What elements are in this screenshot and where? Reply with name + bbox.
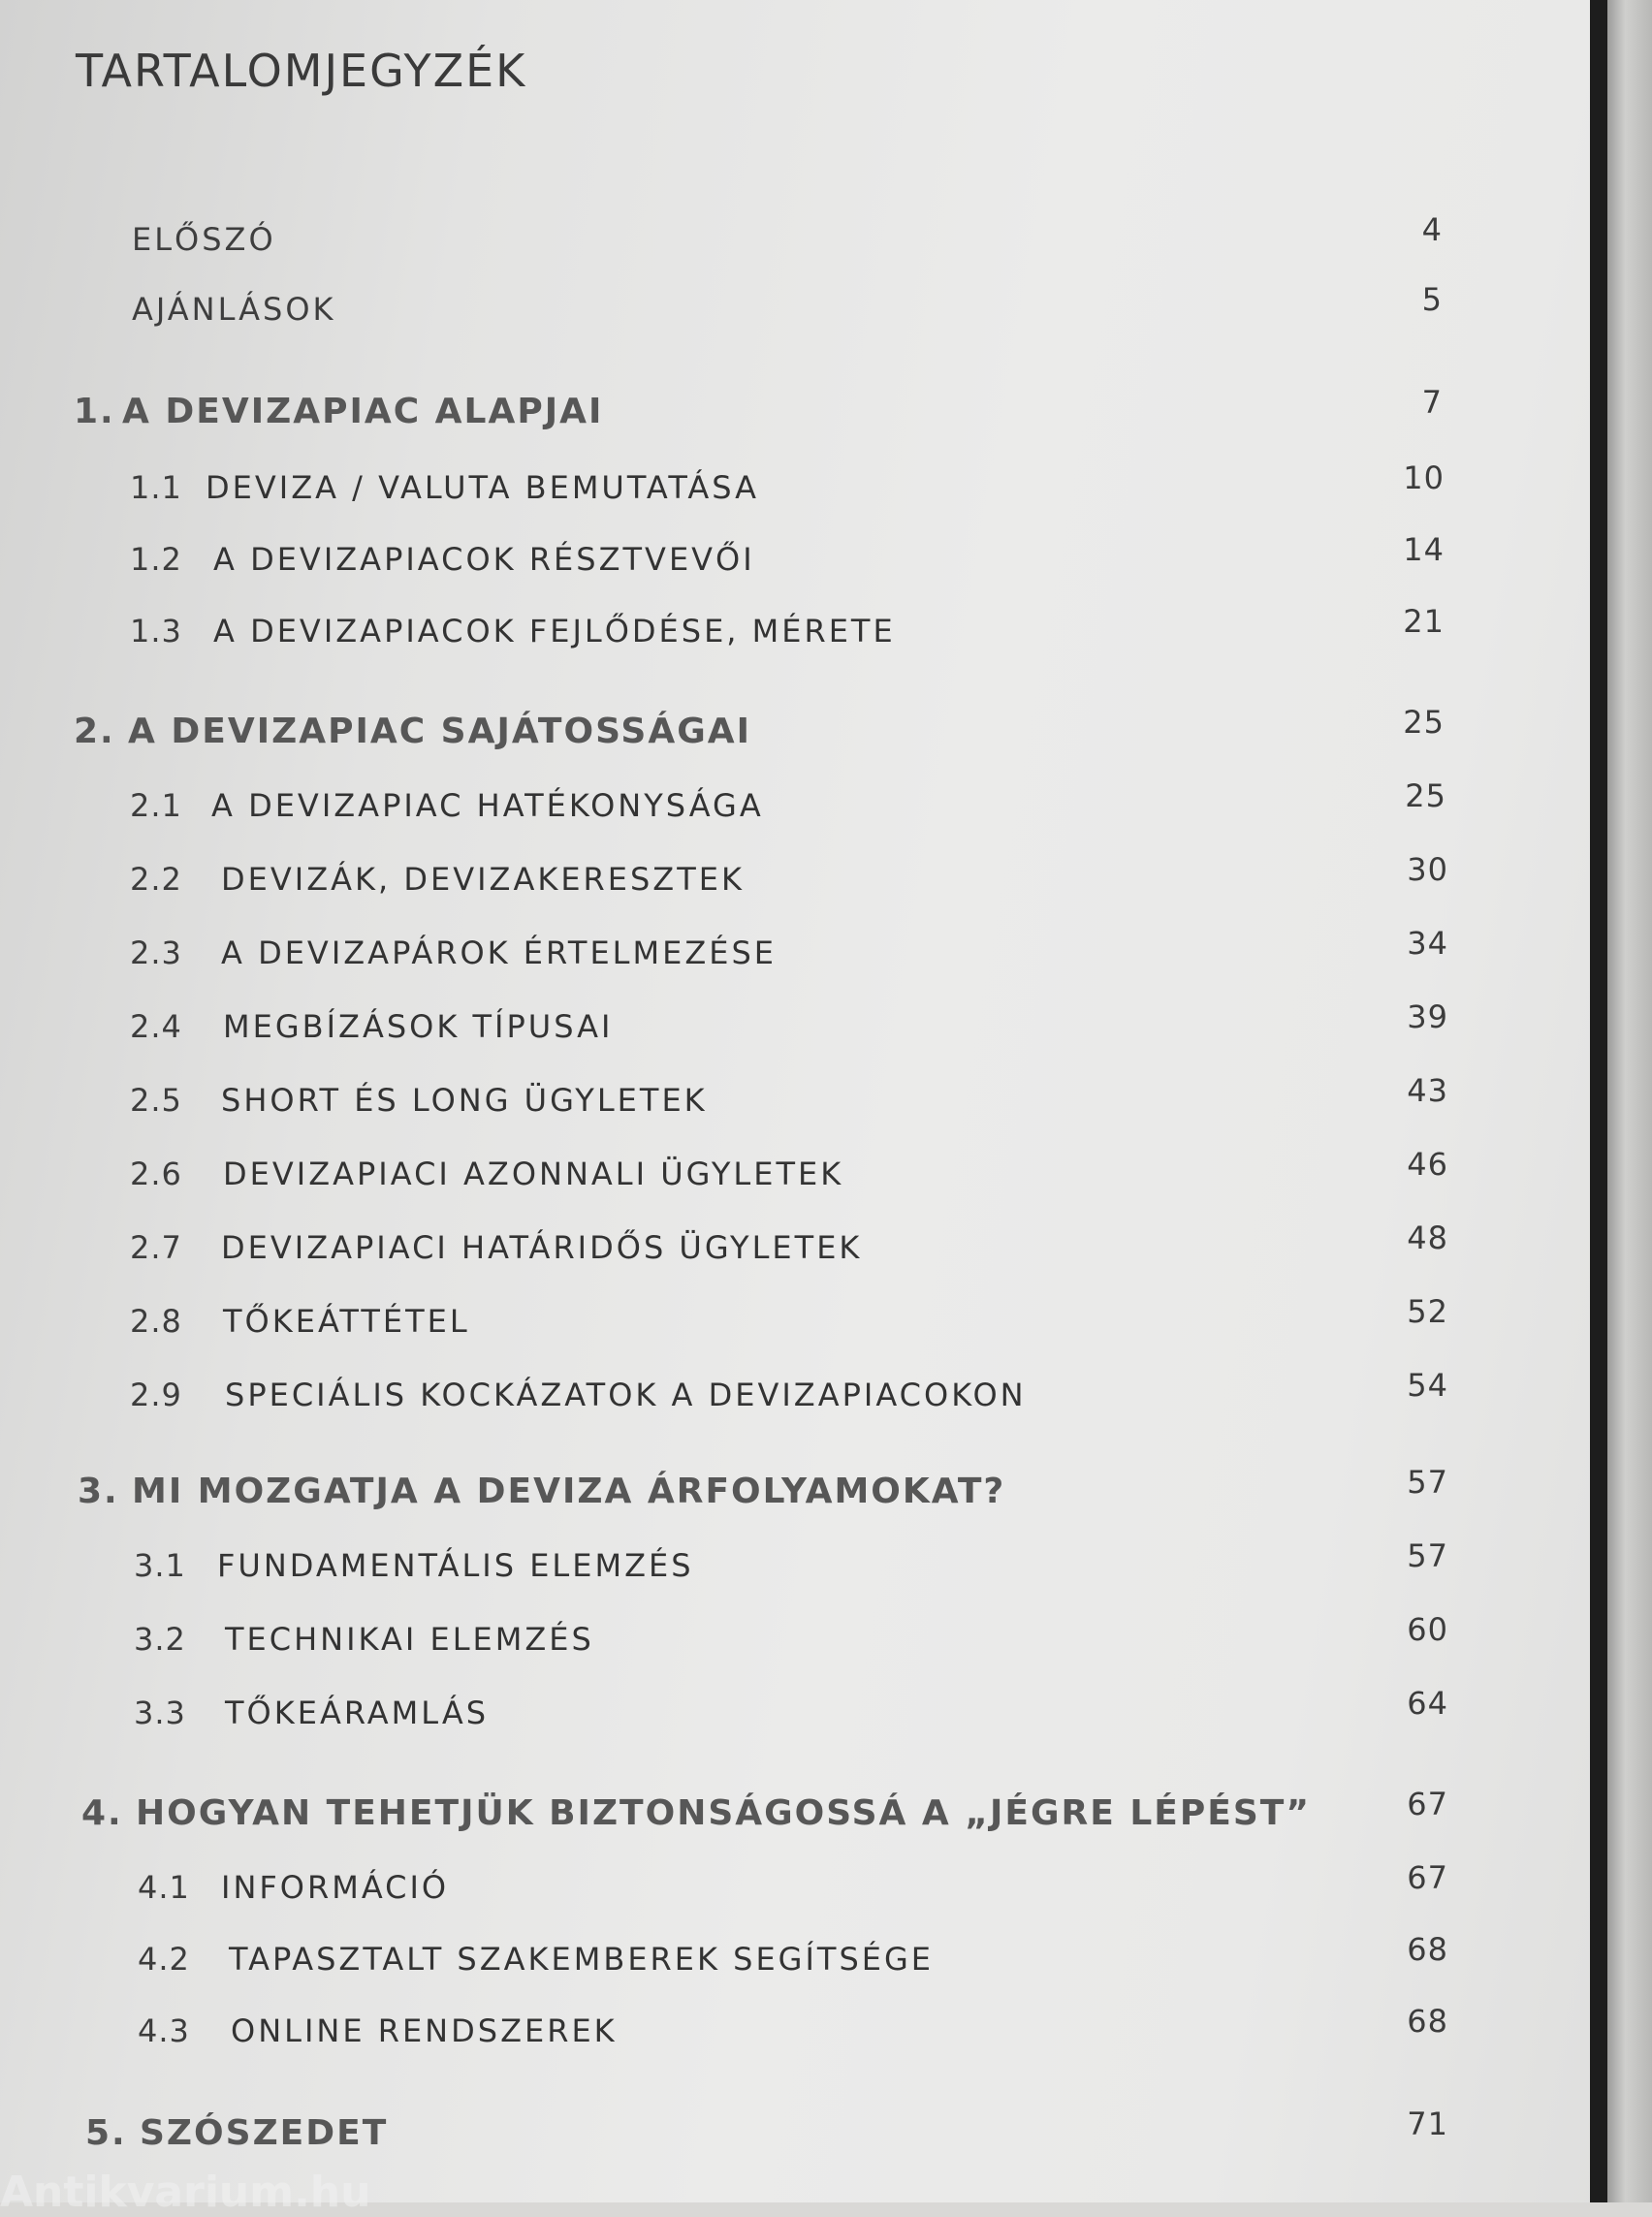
toc-section-4-3 bbox=[138, 2003, 1448, 2055]
toc-section-label: DEVIZAPIACI HATÁRIDŐS ÜGYLETEK bbox=[221, 1229, 863, 1266]
toc-page-number: 64 bbox=[1407, 1685, 1448, 1722]
toc-section-label: TŐKEÁRAMLÁS bbox=[225, 1694, 490, 1731]
toc-section-2-6 bbox=[130, 1146, 1448, 1198]
toc-page-number: 7 bbox=[1421, 384, 1443, 421]
toc-section-1-2 bbox=[130, 531, 1445, 584]
toc-page-number: 52 bbox=[1407, 1293, 1448, 1330]
toc-section-1-1 bbox=[130, 459, 1445, 512]
toc-section-label: TŐKEÁTTÉTEL bbox=[223, 1303, 470, 1340]
toc-section-label: A DEVIZAPIACOK FEJLŐDÉSE, MÉRETE bbox=[213, 613, 896, 649]
toc-section-number: 3.2 bbox=[134, 1621, 186, 1658]
toc-chapter-5 bbox=[85, 2106, 1448, 2158]
toc-entry-ajanlasok bbox=[132, 281, 1443, 333]
toc-entry-label: AJÁNLÁSOK bbox=[132, 291, 336, 328]
toc-section-label: TAPASZTALT SZAKEMBEREK SEGÍTSÉGE bbox=[229, 1941, 934, 1978]
toc-chapter-1 bbox=[74, 384, 1443, 436]
toc-section-4-2 bbox=[138, 1931, 1448, 1983]
toc-page-number: 4 bbox=[1421, 211, 1443, 248]
toc-chapter-number: 4. bbox=[81, 1793, 123, 1833]
toc-section-label: A DEVIZAPIACOK RÉSZTVEVŐI bbox=[213, 541, 755, 578]
watermark: Antikvarium.hu bbox=[0, 2168, 371, 2217]
toc-chapter-label: A DEVIZAPIAC ALAPJAI bbox=[122, 392, 604, 431]
toc-page-number: 25 bbox=[1405, 777, 1446, 814]
toc-section-label: INFORMÁCIÓ bbox=[221, 1869, 450, 1906]
toc-page-number: 34 bbox=[1407, 925, 1448, 962]
toc-section-3-3 bbox=[134, 1685, 1448, 1737]
toc-section-label: TECHNIKAI ELEMZÉS bbox=[225, 1621, 594, 1658]
toc-section-number: 1.3 bbox=[130, 613, 182, 649]
toc-chapter-label: MI MOZGATJA A DEVIZA ÁRFOLYAMOKAT? bbox=[132, 1472, 1006, 1511]
toc-section-3-2 bbox=[134, 1611, 1448, 1663]
toc-page-number: 30 bbox=[1407, 851, 1448, 888]
toc-section-number: 3.3 bbox=[134, 1694, 186, 1731]
toc-section-label: DEVIZA / VALUTA BEMUTATÁSA bbox=[206, 469, 760, 506]
toc-chapter-2 bbox=[74, 704, 1445, 756]
toc-section-2-7 bbox=[130, 1219, 1448, 1272]
toc-chapter-3 bbox=[78, 1464, 1448, 1516]
toc-chapter-label: A DEVIZAPIAC SAJÁTOSSÁGAI bbox=[128, 712, 751, 751]
toc-section-label: SPECIÁLIS KOCKÁZATOK A DEVIZAPIACOKON bbox=[225, 1377, 1027, 1413]
toc-section-label: A DEVIZAPÁROK ÉRTELMEZÉSE bbox=[221, 934, 777, 971]
toc-section-4-1 bbox=[138, 1859, 1448, 1912]
toc-section-number: 4.3 bbox=[138, 2012, 190, 2049]
toc-page-number: 10 bbox=[1403, 459, 1445, 496]
toc-section-label: A DEVIZAPIAC HATÉKONYSÁGA bbox=[211, 787, 764, 824]
toc-section-label: MEGBÍZÁSOK TÍPUSAI bbox=[223, 1008, 614, 1045]
toc-page-number: 68 bbox=[1407, 2003, 1448, 2040]
toc-page-number: 14 bbox=[1403, 531, 1445, 568]
toc-chapter-number: 3. bbox=[78, 1472, 119, 1511]
toc-section-number: 2.5 bbox=[130, 1082, 182, 1119]
toc-section-number: 2.3 bbox=[130, 934, 182, 971]
toc-page-number: 57 bbox=[1407, 1537, 1448, 1574]
toc-chapter-number: 1. bbox=[74, 392, 115, 431]
toc-section-2-5 bbox=[130, 1072, 1448, 1124]
toc-page-number: 71 bbox=[1407, 2106, 1448, 2142]
toc-chapter-number: 2. bbox=[74, 712, 115, 751]
toc-page-number: 57 bbox=[1407, 1464, 1448, 1501]
toc-page-number: 67 bbox=[1407, 1786, 1448, 1822]
toc-section-number: 2.4 bbox=[130, 1008, 182, 1045]
toc-chapter-4 bbox=[81, 1786, 1448, 1838]
toc-page-number: 43 bbox=[1407, 1072, 1448, 1109]
toc-section-number: 2.6 bbox=[130, 1156, 182, 1192]
toc-entry-eloszo bbox=[132, 211, 1443, 264]
toc-section-2-1 bbox=[130, 777, 1446, 830]
toc-entry-label: ELŐSZÓ bbox=[132, 221, 276, 258]
toc-section-2-8 bbox=[130, 1293, 1448, 1346]
toc-section-number: 1.2 bbox=[130, 541, 182, 578]
toc-section-label: FUNDAMENTÁLIS ELEMZÉS bbox=[217, 1547, 694, 1584]
page-title: TARTALOMJEGYZÉK bbox=[76, 45, 527, 97]
toc-section-number: 1.1 bbox=[130, 469, 182, 506]
toc-section-label: DEVIZÁK, DEVIZAKERESZTEK bbox=[221, 861, 745, 898]
toc-page-number: 25 bbox=[1403, 704, 1445, 741]
toc-section-number: 4.2 bbox=[138, 1941, 190, 1978]
toc-chapter-label: SZÓSZEDET bbox=[140, 2113, 389, 2153]
toc-section-2-9 bbox=[130, 1367, 1448, 1419]
toc-section-1-3 bbox=[130, 603, 1445, 655]
toc-page-number: 67 bbox=[1407, 1859, 1448, 1896]
toc-section-number: 2.9 bbox=[130, 1377, 182, 1413]
toc-section-3-1 bbox=[134, 1537, 1448, 1590]
toc-page-number: 60 bbox=[1407, 1611, 1448, 1648]
toc-section-label: ONLINE RENDSZEREK bbox=[231, 2012, 618, 2049]
background-surface bbox=[1607, 0, 1652, 2202]
toc-section-number: 2.2 bbox=[130, 861, 182, 898]
toc-page-number: 21 bbox=[1403, 603, 1445, 640]
toc-section-label: DEVIZAPIACI AZONNALI ÜGYLETEK bbox=[223, 1156, 844, 1192]
toc-section-number: 2.7 bbox=[130, 1229, 182, 1266]
toc-page-number: 68 bbox=[1407, 1931, 1448, 1968]
page-edge bbox=[1590, 0, 1607, 2202]
toc-page-number: 39 bbox=[1407, 998, 1448, 1035]
toc-page-number: 54 bbox=[1407, 1367, 1448, 1404]
toc-chapter-label: HOGYAN TEHETJÜK BIZTONSÁGOSSÁ A „JÉGRE LÉPÉST” bbox=[136, 1793, 1312, 1833]
toc-section-number: 2.8 bbox=[130, 1303, 182, 1340]
toc-page-number: 48 bbox=[1407, 1219, 1448, 1256]
toc-section-2-3 bbox=[130, 925, 1448, 977]
toc-section-number: 2.1 bbox=[130, 787, 182, 824]
toc-chapter-number: 5. bbox=[85, 2113, 127, 2153]
toc-section-number: 3.1 bbox=[134, 1547, 186, 1584]
toc-page-number: 5 bbox=[1421, 281, 1443, 318]
toc-section-label: SHORT ÉS LONG ÜGYLETEK bbox=[221, 1082, 708, 1119]
toc-section-number: 4.1 bbox=[138, 1869, 190, 1906]
toc-section-2-4 bbox=[130, 998, 1448, 1051]
toc-page-number: 46 bbox=[1407, 1146, 1448, 1183]
toc-section-2-2 bbox=[130, 851, 1448, 903]
